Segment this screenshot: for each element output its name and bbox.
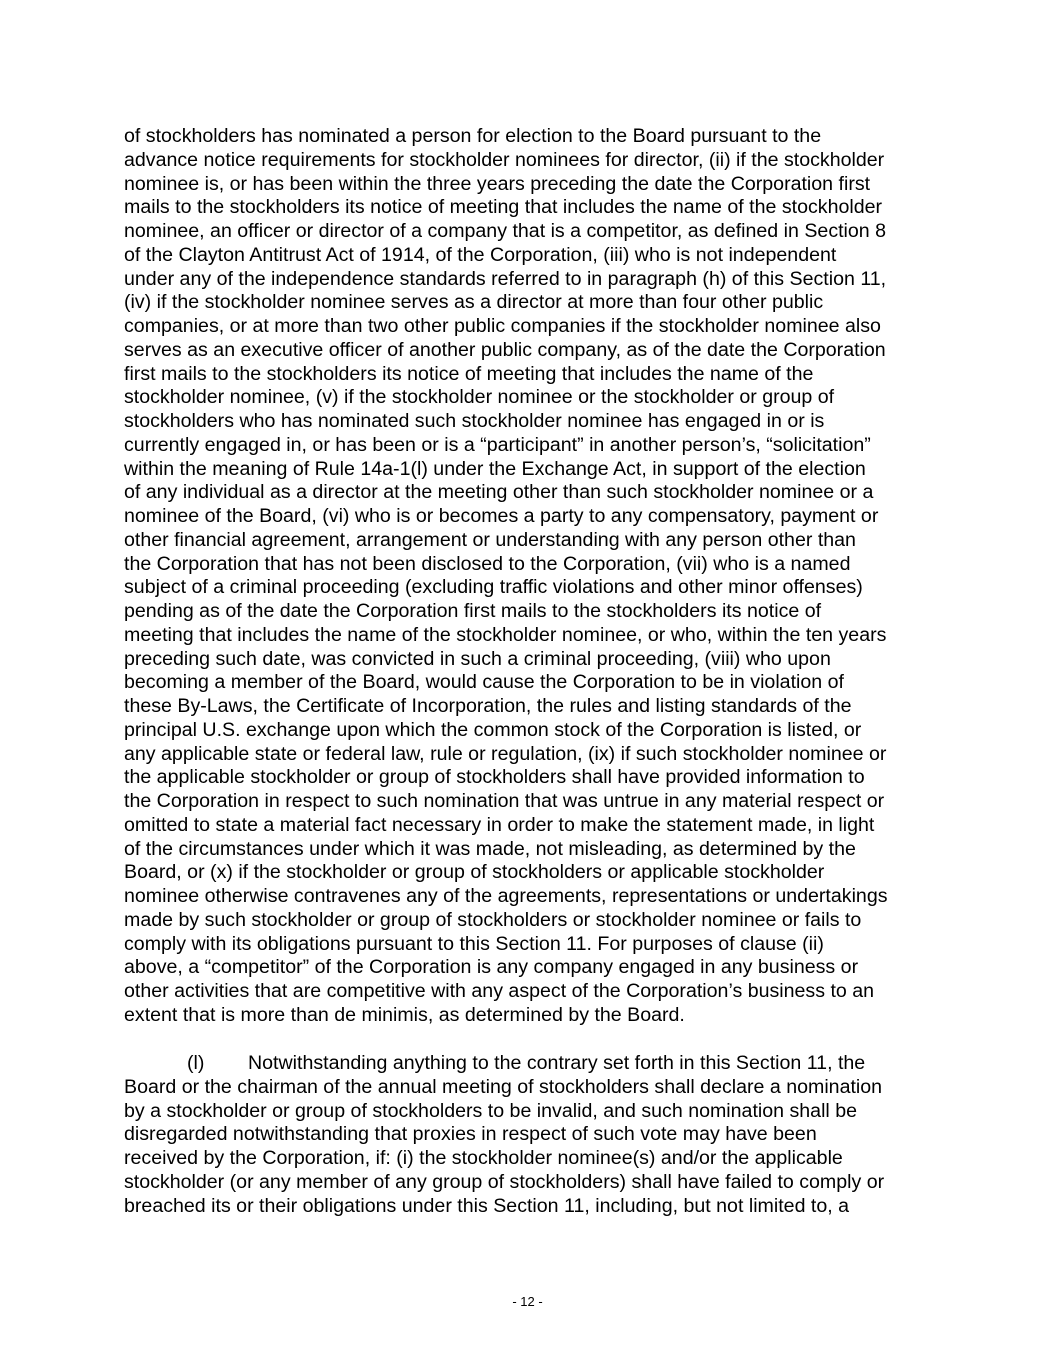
text-line: other activities that are competitive with any aspect of the Corporation’s business to an bbox=[124, 980, 875, 1002]
paragraph-label: (l) bbox=[187, 1052, 205, 1074]
text-line: omitted to state a material fact necessary in order to make the statement made, in light bbox=[124, 813, 875, 836]
text-line: becoming a member of the Board, would cause the Corporation to be in violation of bbox=[124, 671, 844, 694]
text-line: Board, or (x) if the stockholder or group of stockholders or applicable stockholder bbox=[124, 861, 825, 884]
text-line: stockholder nominee, (v) if the stockholder nominee or the stockholder or group of bbox=[124, 386, 835, 409]
paragraph-k-continuation bbox=[124, 125, 944, 1028]
paragraph-first-line bbox=[124, 1052, 884, 1076]
text-line: of any individual as a director at the meeting other than such stockholder nominee or a bbox=[124, 481, 874, 504]
text-line: within the meaning of Rule 14a-1(l) under the Exchange Act, in support of the election bbox=[124, 457, 866, 480]
text-line: principal U.S. exchange upon which the common stock of the Corporation is listed, or bbox=[124, 718, 862, 741]
text-line: first mails to the stockholders its notice of meeting that includes the name of the bbox=[124, 362, 814, 385]
text-line: stockholder (or any member of any group of stockholders) shall have failed to comply or bbox=[124, 1170, 885, 1193]
text-line: of the circumstances under which it was made, not misleading, as determined by the bbox=[124, 837, 856, 860]
text-line: pending as of the date the Corporation first mails to the stockholders its notice of bbox=[124, 600, 822, 622]
text-line: received by the Corporation, if: (i) the stockholder nominee(s) and/or the applicable bbox=[124, 1147, 843, 1170]
text-line: these By-Laws, the Certificate of Incorporation, the rules and listing standards of the bbox=[124, 695, 852, 717]
text-line: the applicable stockholder or group of stockholders shall have provided information to bbox=[124, 766, 865, 789]
text-line: serves as an executive officer of another public company, as of the date the Corporation bbox=[124, 338, 886, 361]
text-line: made by such stockholder or group of stockholders or stockholder nominee or fails to bbox=[124, 908, 862, 931]
text-line: any applicable state or federal law, rule or regulation, (ix) if such stockholder nominee or bbox=[124, 742, 887, 765]
text-line: the Corporation that has not been disclosed to the Corporation, (vii) who is a named bbox=[124, 552, 851, 575]
text-line: nominee of the Board, (vi) who is or becomes a party to any compensatory, payment or bbox=[124, 505, 879, 527]
text-line: (iv) if the stockholder nominee serves as a director at more than four other public bbox=[124, 291, 824, 314]
text-line: nominee is, or has been within the three years preceding the date the Corporation first bbox=[124, 172, 871, 195]
text-line: Board or the chairman of the annual meeting of stockholders shall declare a nomination bbox=[124, 1075, 883, 1098]
text-line: above, a “competitor” of the Corporation is any company engaged in any business or bbox=[124, 956, 859, 979]
text-line: other financial agreement, arrangement or understanding with any person other than bbox=[124, 528, 856, 551]
text-line: comply with its obligations pursuant to this Section 11. For purposes of clause (ii) bbox=[124, 932, 824, 955]
text-line: mails to the stockholders its notice of meeting that includes the name of the stockholder bbox=[124, 196, 883, 219]
text-line: subject of a criminal proceeding (excluding traffic violations and other minor offenses) bbox=[124, 576, 863, 599]
text-line: stockholders who has nominated such stockholder nominee has engaged in or is bbox=[124, 410, 825, 432]
text-line: of the Clayton Antitrust Act of 1914, of the Corporation, (iii) who is not independent bbox=[124, 243, 837, 266]
text-line: nominee otherwise contravenes any of the agreements, representations or undertakings bbox=[124, 885, 888, 907]
page-number: - 12 - bbox=[512, 1294, 543, 1309]
text-line: by a stockholder or group of stockholders to be invalid, and such nomination shall be bbox=[124, 1099, 858, 1122]
text-line: disregarded notwithstanding that proxies in respect of such vote may have been bbox=[124, 1123, 817, 1146]
text-line: currently engaged in, or has been or is a “participant” in another person’s, “solicitation” bbox=[124, 433, 871, 456]
text-line: Notwithstanding anything to the contrary set forth in this Section 11, the bbox=[248, 1052, 866, 1074]
text-line: nominee, an officer or director of a company that is a competitor, as defined in Section 8 bbox=[124, 220, 887, 242]
text-line: the Corporation in respect to such nomination that was untrue in any material respect or bbox=[124, 790, 885, 812]
text-line: under any of the independence standards referred to in paragraph (h) of this Section 11, bbox=[124, 267, 887, 290]
text-line: of stockholders has nominated a person for election to the Board pursuant to the bbox=[124, 125, 822, 147]
text-line: breached its or their obligations under this Section 11, including, but not limited to, a bbox=[124, 1194, 850, 1217]
text-line: meeting that includes the name of the stockholder nominee, or who, within the ten years bbox=[124, 623, 887, 646]
text-line: extent that is more than de minimis, as determined by the Board. bbox=[124, 1003, 685, 1026]
text-line: preceding such date, was convicted in such a criminal proceeding, (viii) who upon bbox=[124, 647, 831, 670]
text-line: advance notice requirements for stockholder nominees for director, (ii) if the stockholder bbox=[124, 148, 885, 171]
paragraph-l bbox=[124, 1052, 884, 1219]
text-line: companies, or at more than two other public companies if the stockholder nominee also bbox=[124, 315, 881, 337]
